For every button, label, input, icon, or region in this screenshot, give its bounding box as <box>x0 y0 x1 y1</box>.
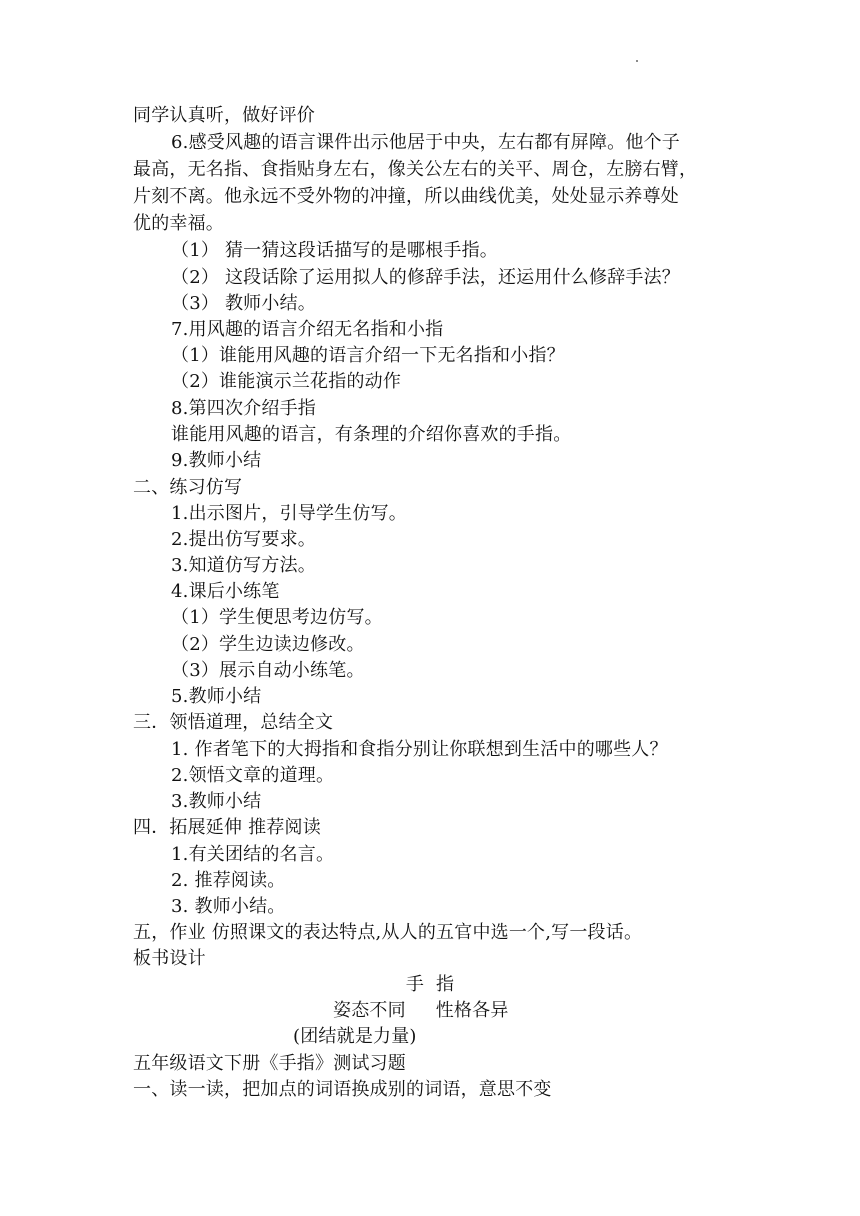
text-line: （2） 这段话除了运用拟人的修辞手法，还运用什么修辞手法？ <box>171 267 680 288</box>
section-heading: 五，作业 仿照课文的表达特点,从人的五官中选一个,写一段话。 <box>133 922 643 943</box>
text-line: 5.教师小结 <box>171 686 262 707</box>
section-heading: 五年级语文下册《手指》测试习题 <box>133 1053 406 1074</box>
text-line: 2. 推荐阅读。 <box>171 870 286 891</box>
text-line: 3. 教师小结。 <box>171 896 286 917</box>
text-line: 3.教师小结 <box>171 791 262 812</box>
text-line: （1）谁能用风趣的语言介绍一下无名指和小指？ <box>171 345 565 366</box>
page-dot <box>636 60 638 62</box>
text-line: （3）展示自动小练笔。 <box>171 660 365 681</box>
text-line: 2.领悟文章的道理。 <box>171 765 335 786</box>
board-title: 手 指 <box>405 974 455 995</box>
text-line: 片刻不离。他永远不受外物的冲撞，所以曲线优美，处处显示养尊处 <box>133 186 679 207</box>
text-line: （2）学生边读边修改。 <box>171 634 365 655</box>
text-line: （1） 猜一猜这段话描写的是哪根手指。 <box>171 240 498 261</box>
text-line: 2.提出仿写要求。 <box>171 529 316 550</box>
section-heading: 一、读一读，把加点的词语换成别的词语，意思不变 <box>133 1079 552 1100</box>
section-heading: 四．拓展延伸 推荐阅读 <box>133 817 321 838</box>
text-line: 同学认真听，做好评价 <box>133 105 315 126</box>
text-line: 优的幸福。 <box>133 213 224 234</box>
text-line: （3） 教师小结。 <box>171 293 316 314</box>
section-heading: 二、练习仿写 <box>133 477 243 498</box>
text-line: （2）谁能演示兰花指的动作 <box>171 371 402 392</box>
text-line: 9.教师小结 <box>171 450 262 471</box>
text-line: 7.用风趣的语言介绍无名指和小指 <box>171 319 444 340</box>
text-line: 1.出示图片，引导学生仿写。 <box>171 503 407 524</box>
text-line: 谁能用风趣的语言，有条理的介绍你喜欢的手指。 <box>171 424 572 445</box>
board-subtitle: 姿态不同 性格各异 <box>333 1000 509 1021</box>
text-line: 6.感受风趣的语言课件出示他居于中央，左右都有屏障。他个子 <box>171 132 680 153</box>
text-line: 最高，无名指、食指贴身左右，像关公左右的关平、周仓，左膀右臂， <box>133 159 698 180</box>
text-line: 1. 作者笔下的大拇指和食指分别让你联想到生活中的哪些人？ <box>171 739 668 760</box>
text-line: 4.课后小练笔 <box>171 581 280 602</box>
section-heading: 板书设计 <box>133 948 206 969</box>
text-line: （1）学生便思考边仿写。 <box>171 607 383 628</box>
text-line: 1.有关团结的名言。 <box>171 844 335 865</box>
board-motto: (团结就是力量) <box>293 1026 417 1047</box>
section-heading: 三．领悟道理，总结全文 <box>133 712 334 733</box>
text-line: 8.第四次介绍手指 <box>171 398 316 419</box>
text-line: 3.知道仿写方法。 <box>171 555 316 576</box>
